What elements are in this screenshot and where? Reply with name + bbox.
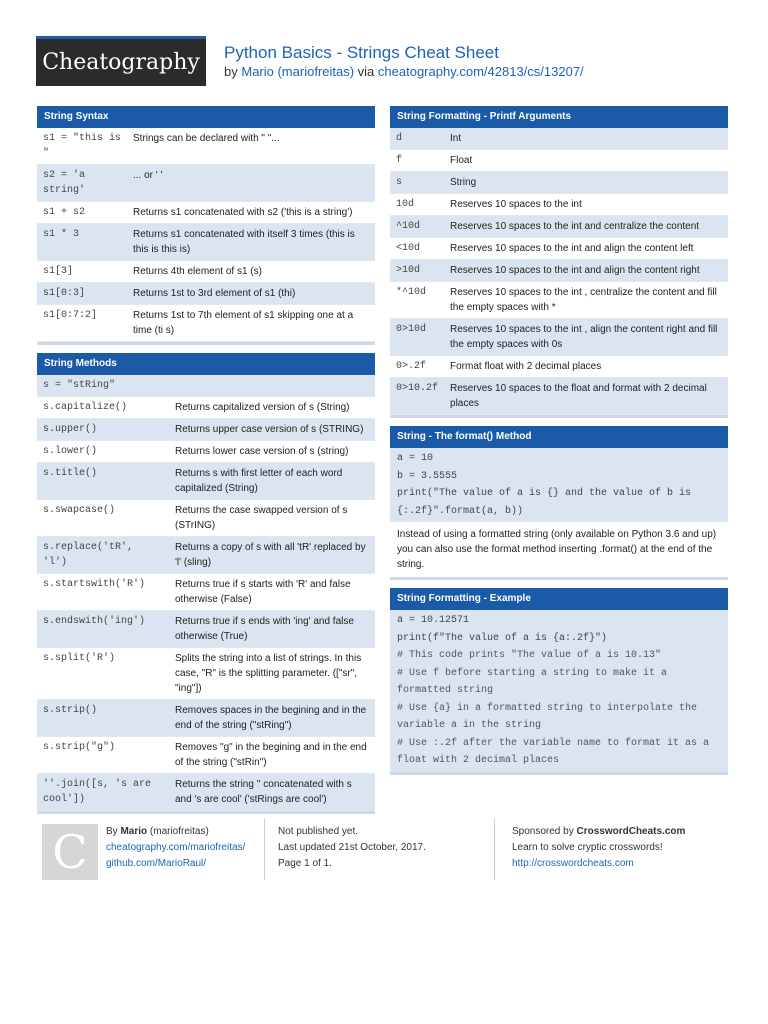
table-row xyxy=(390,260,728,282)
printf-arguments-section xyxy=(390,106,728,418)
table-row xyxy=(37,774,375,811)
cheatography-logo[interactable]: Cheatography xyxy=(36,36,206,86)
desc-cell: Strings can be declared with " "... xyxy=(127,128,375,165)
table-row xyxy=(37,441,375,463)
code-cell: s.strip() xyxy=(37,700,169,737)
table-row xyxy=(37,648,375,700)
code-cell: 0>10.2f xyxy=(390,378,444,415)
code-cell: s2 = 'a string' xyxy=(37,165,127,202)
code-cell: s.startswith('R') xyxy=(37,574,169,611)
table-row xyxy=(390,150,728,172)
table-row xyxy=(390,194,728,216)
author-profile-link[interactable]: cheatography.com/mariofreitas/ xyxy=(106,842,246,853)
desc-cell: Reserves 10 spaces to the int and align the content left xyxy=(444,238,728,260)
code-line: print("The value of a is {} and the value of b is xyxy=(397,488,692,499)
desc-cell: Reserves 10 spaces to the float and format with 2 decimal places xyxy=(444,378,728,415)
desc-cell: String xyxy=(444,172,728,194)
author-info xyxy=(106,824,245,872)
desc-cell: Reserves 10 spaces to the int and align the content right xyxy=(444,260,728,282)
sponsor-link[interactable]: http://crosswordcheats.com xyxy=(512,858,634,869)
section-header: String Formatting - Printf Arguments xyxy=(390,106,728,128)
via-label: via xyxy=(357,64,375,79)
printf-arguments-table xyxy=(390,128,728,415)
section-header: String - The format() Method xyxy=(390,426,728,448)
sheet-url-link[interactable]: cheatography.com/42813/cs/13207/ xyxy=(377,64,584,79)
sponsor-tagline: Learn to solve cryptic crosswords! xyxy=(512,842,663,853)
table-row xyxy=(37,128,375,165)
code-cell: 0>.2f xyxy=(390,356,444,378)
desc-cell xyxy=(169,375,375,397)
github-link[interactable]: github.com/MarioRaul/ xyxy=(106,858,207,869)
sponsor-info xyxy=(512,824,685,872)
by-label: by xyxy=(224,64,238,79)
code-line: a = 10 xyxy=(397,453,434,464)
code-cell: s.lower() xyxy=(37,441,169,463)
desc-cell: Removes spaces in the begining and in the end of the string ("stRing") xyxy=(169,700,375,737)
table-row xyxy=(37,574,375,611)
desc-cell: Returns 4th element of s1 (s) xyxy=(127,261,375,283)
last-updated: Last updated 21st October, 2017. xyxy=(278,842,426,853)
table-row xyxy=(37,419,375,441)
author-name[interactable]: Mario xyxy=(120,826,148,837)
desc-cell: Returns true if s starts with 'R' and false otherwise (False) xyxy=(169,574,375,611)
sponsor-name[interactable]: CrosswordCheats.com xyxy=(576,826,686,837)
desc-cell: Returns a copy of s with all 'tR' replaced by 'l' (sling) xyxy=(169,537,375,574)
string-methods-section xyxy=(37,353,375,814)
table-row xyxy=(390,128,728,150)
code-cell: s1 + s2 xyxy=(37,202,127,224)
code-line: a = 10.12571 xyxy=(397,615,470,626)
code-comment: # Use {a} in a formatted string to interpolate the xyxy=(397,702,698,714)
code-cell: s = "stRing" xyxy=(37,375,169,397)
code-cell: <10d xyxy=(390,238,444,260)
code-cell: s.swapcase() xyxy=(37,500,169,537)
section-header: String Methods xyxy=(37,353,375,375)
desc-cell: Returns 1st to 3rd element of s1 (thi) xyxy=(127,283,375,305)
desc-cell: Returns the string '' concatenated with s and 's are cool' ('stRings are cool') xyxy=(169,774,375,811)
table-row xyxy=(37,283,375,305)
string-syntax-section xyxy=(37,106,375,345)
code-cell: >10d xyxy=(390,260,444,282)
code-comment: float with 2 decimal places xyxy=(397,755,560,766)
left-column xyxy=(37,106,375,822)
desc-cell: Reserves 10 spaces to the int xyxy=(444,194,728,216)
table-row xyxy=(37,737,375,774)
by-label: By xyxy=(106,826,118,837)
code-cell: s.strip("g") xyxy=(37,737,169,774)
code-cell: s xyxy=(390,172,444,194)
code-cell: s.capitalize() xyxy=(37,397,169,419)
avatar: C xyxy=(42,824,98,880)
code-line: print(f"The value of a is {a:.2f}") xyxy=(397,632,608,644)
table-row xyxy=(37,463,375,500)
footer-divider xyxy=(494,818,495,880)
desc-cell: Reserves 10 spaces to the int , centralize the content and fill the empty spaces with * xyxy=(444,282,728,319)
desc-cell: Int xyxy=(444,128,728,150)
sponsored-label: Sponsored by xyxy=(512,826,574,837)
page-title: Python Basics - Strings Cheat Sheet xyxy=(224,43,499,62)
code-cell: s1[0:3] xyxy=(37,283,127,305)
code-cell: s.split('R') xyxy=(37,648,169,700)
desc-cell: Returns upper case version of s (STRING) xyxy=(169,419,375,441)
code-cell: f xyxy=(390,150,444,172)
format-method-section xyxy=(390,426,728,580)
table-row xyxy=(390,319,728,356)
code-block xyxy=(390,448,728,522)
author-link[interactable]: Mario (mariofreitas) xyxy=(241,64,355,79)
desc-cell: Returns lower case version of s (string) xyxy=(169,441,375,463)
string-syntax-table xyxy=(37,128,375,342)
footer-divider xyxy=(264,818,265,880)
table-row xyxy=(37,261,375,283)
code-cell: *^10d xyxy=(390,282,444,319)
publish-info xyxy=(278,824,426,872)
table-row xyxy=(37,305,375,342)
code-comment: # This code prints "The value of a is 10.13" xyxy=(397,650,662,661)
table-row xyxy=(37,537,375,574)
code-comment: variable a in the string xyxy=(397,720,542,731)
code-cell: ''.join([s, 's are cool']) xyxy=(37,774,169,811)
desc-cell: Returns 1st to 7th element of s1 skipping one at a time (ti s) xyxy=(127,305,375,342)
code-block xyxy=(390,610,728,772)
format-method-note: Instead of using a formatted string (only available on Python 3.6 and up) you can also use the format method inserting .format() at the end of the string. xyxy=(397,529,717,570)
desc-cell: Returns s1 concatenated with s2 ('this is a string') xyxy=(127,202,375,224)
desc-cell: Returns capitalized version of s (String) xyxy=(169,397,375,419)
code-comment: # Use :.2f after the variable name to format it as a xyxy=(397,737,710,749)
desc-cell: Returns the case swapped version of s (STrING) xyxy=(169,500,375,537)
code-cell: s.upper() xyxy=(37,419,169,441)
footer xyxy=(36,818,728,888)
desc-cell: Reserves 10 spaces to the int , align the content right and fill the empty spaces with 0s xyxy=(444,319,728,356)
code-cell: s1[0:7:2] xyxy=(37,305,127,342)
table-row xyxy=(37,500,375,537)
code-cell: s.replace('tR', 'l') xyxy=(37,537,169,574)
code-cell: 0>10d xyxy=(390,319,444,356)
table-row xyxy=(37,397,375,419)
code-line: b = 3.5555 xyxy=(397,470,458,482)
table-row xyxy=(37,224,375,261)
desc-cell: Returns true if s ends with 'ing' and false otherwise (True) xyxy=(169,611,375,648)
publish-status: Not published yet. xyxy=(278,826,359,837)
right-column xyxy=(390,106,728,783)
code-cell: ^10d xyxy=(390,216,444,238)
code-cell: s1[3] xyxy=(37,261,127,283)
code-comment: # Use f before starting a string to make it a xyxy=(397,667,668,679)
table-row xyxy=(37,202,375,224)
code-cell: s1 = "this is " xyxy=(37,128,127,165)
table-row xyxy=(390,238,728,260)
desc-cell: Float xyxy=(444,150,728,172)
section-header: String Formatting - Example xyxy=(390,588,728,610)
code-cell: d xyxy=(390,128,444,150)
table-row xyxy=(37,375,375,397)
code-comment: formatted string xyxy=(397,685,494,696)
code-cell: s1 * 3 xyxy=(37,224,127,261)
table-row xyxy=(390,282,728,319)
table-row xyxy=(390,172,728,194)
table-row xyxy=(390,378,728,415)
desc-cell: Removes "g" in the begining and in the end of the string ("stRin") xyxy=(169,737,375,774)
table-row xyxy=(390,356,728,378)
section-header: String Syntax xyxy=(37,106,375,128)
desc-cell: Splits the string into a list of strings. In this case, "R" is the splitting parameter. (["sr", "ing"]) xyxy=(169,648,375,700)
string-methods-table xyxy=(37,375,375,811)
page-count: Page 1 of 1. xyxy=(278,858,332,869)
desc-cell: Returns s with first letter of each word capitalized (String) xyxy=(169,463,375,500)
code-cell: 10d xyxy=(390,194,444,216)
table-row xyxy=(37,611,375,648)
desc-cell: Format float with 2 decimal places xyxy=(444,356,728,378)
desc-cell: Returns s1 concatenated with itself 3 times (this is this is this is) xyxy=(127,224,375,261)
table-row xyxy=(37,700,375,737)
desc-cell: Reserves 10 spaces to the int and centralize the content xyxy=(444,216,728,238)
code-line: {:.2f}".format(a, b)) xyxy=(397,505,524,517)
format-example-section xyxy=(390,588,728,775)
table-row xyxy=(37,165,375,202)
author-handle: (mariofreitas) xyxy=(149,826,209,837)
table-row xyxy=(390,216,728,238)
byline xyxy=(224,64,584,79)
code-cell: s.title() xyxy=(37,463,169,500)
code-cell: s.endswith('ing') xyxy=(37,611,169,648)
desc-cell: ... or ' ' xyxy=(127,165,375,202)
